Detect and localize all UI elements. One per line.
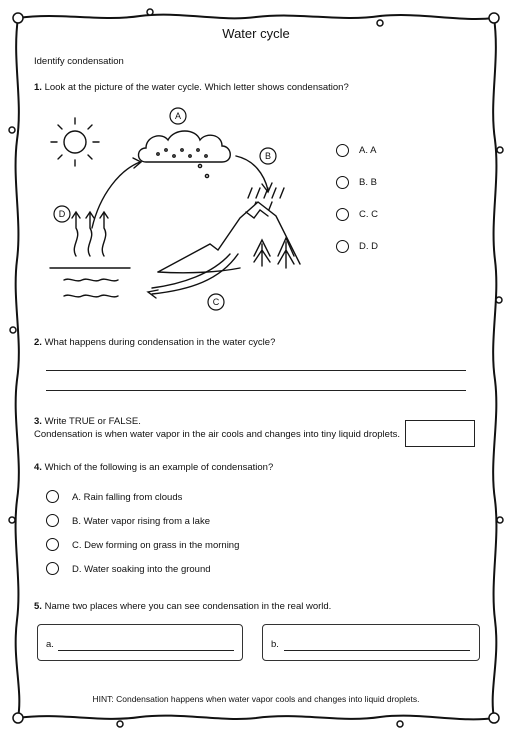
question-3-statement: Condensation is when water vapor in the air cools and changes into tiny liquid droplets. — [34, 429, 400, 440]
question-3-text: Write TRUE or FALSE. — [44, 416, 141, 427]
water-cycle-diagram — [40, 104, 310, 314]
diagram-label-c: C — [212, 297, 220, 307]
q4-option-a-radio[interactable] — [46, 490, 59, 503]
q1-option-a-radio[interactable] — [336, 144, 349, 157]
q1-option-d-radio[interactable] — [336, 240, 349, 253]
q4-option-c-label: C. Dew forming on grass in the morning — [72, 540, 240, 551]
question-5-number: 5. — [34, 601, 42, 612]
q4-option-a-label: A. Rain falling from clouds — [72, 492, 183, 503]
q5-answer-b-line[interactable] — [284, 650, 470, 651]
worksheet-subtitle: Identify condensation — [34, 56, 124, 67]
q1-option-d-label: D. D — [359, 241, 378, 252]
diagram-label-d: D — [58, 209, 66, 219]
q5-answer-b-box[interactable] — [262, 624, 480, 661]
page-title: Water cycle — [222, 26, 290, 41]
question-4-number: 4. — [34, 462, 42, 473]
question-5 — [34, 601, 331, 612]
q1-option-b-radio[interactable] — [336, 176, 349, 189]
question-3-number: 3. — [34, 416, 42, 427]
question-2 — [34, 337, 275, 348]
question-5-text: Name two places where you can see condensation in the real world. — [44, 601, 332, 612]
q5-answer-a-box[interactable] — [37, 624, 243, 661]
question-3 — [34, 416, 141, 427]
q5-answer-a-line[interactable] — [58, 650, 234, 651]
question-4 — [34, 462, 273, 473]
diagram-label-b: B — [264, 151, 272, 161]
q5-answer-a-label: a. — [46, 639, 54, 650]
sun-icon — [51, 118, 99, 166]
diagram-label-a: A — [174, 111, 182, 121]
q4-option-b-radio[interactable] — [46, 514, 59, 527]
q4-option-d-label: D. Water soaking into the ground — [72, 564, 211, 575]
q1-option-a-label: A. A — [359, 145, 377, 156]
question-2-text: What happens during condensation in the water cycle? — [44, 337, 276, 348]
q4-option-c-radio[interactable] — [46, 538, 59, 551]
question-2-number: 2. — [34, 337, 42, 348]
q3-answer-box[interactable] — [405, 420, 475, 447]
hint-text: HINT: Condensation happens when water vapor cools and changes into liquid droplets. — [92, 694, 420, 704]
q4-option-d-radio[interactable] — [46, 562, 59, 575]
q5-answer-b-label: b. — [271, 639, 279, 650]
q1-option-c-radio[interactable] — [336, 208, 349, 221]
q2-answer-line-2[interactable] — [46, 390, 466, 391]
q4-option-b-label: B. Water vapor rising from a lake — [72, 516, 210, 527]
cloud-icon — [139, 131, 231, 178]
question-1-number: 1. — [34, 82, 42, 93]
q1-option-c-label: C. C — [359, 209, 378, 220]
q1-option-b-label: B. B — [359, 177, 377, 188]
question-4-text: Which of the following is an example of condensation? — [44, 462, 274, 473]
question-1-text: Look at the picture of the water cycle. Which letter shows condensation? — [44, 82, 349, 93]
q2-answer-line-1[interactable] — [46, 370, 466, 371]
question-1 — [34, 82, 349, 93]
